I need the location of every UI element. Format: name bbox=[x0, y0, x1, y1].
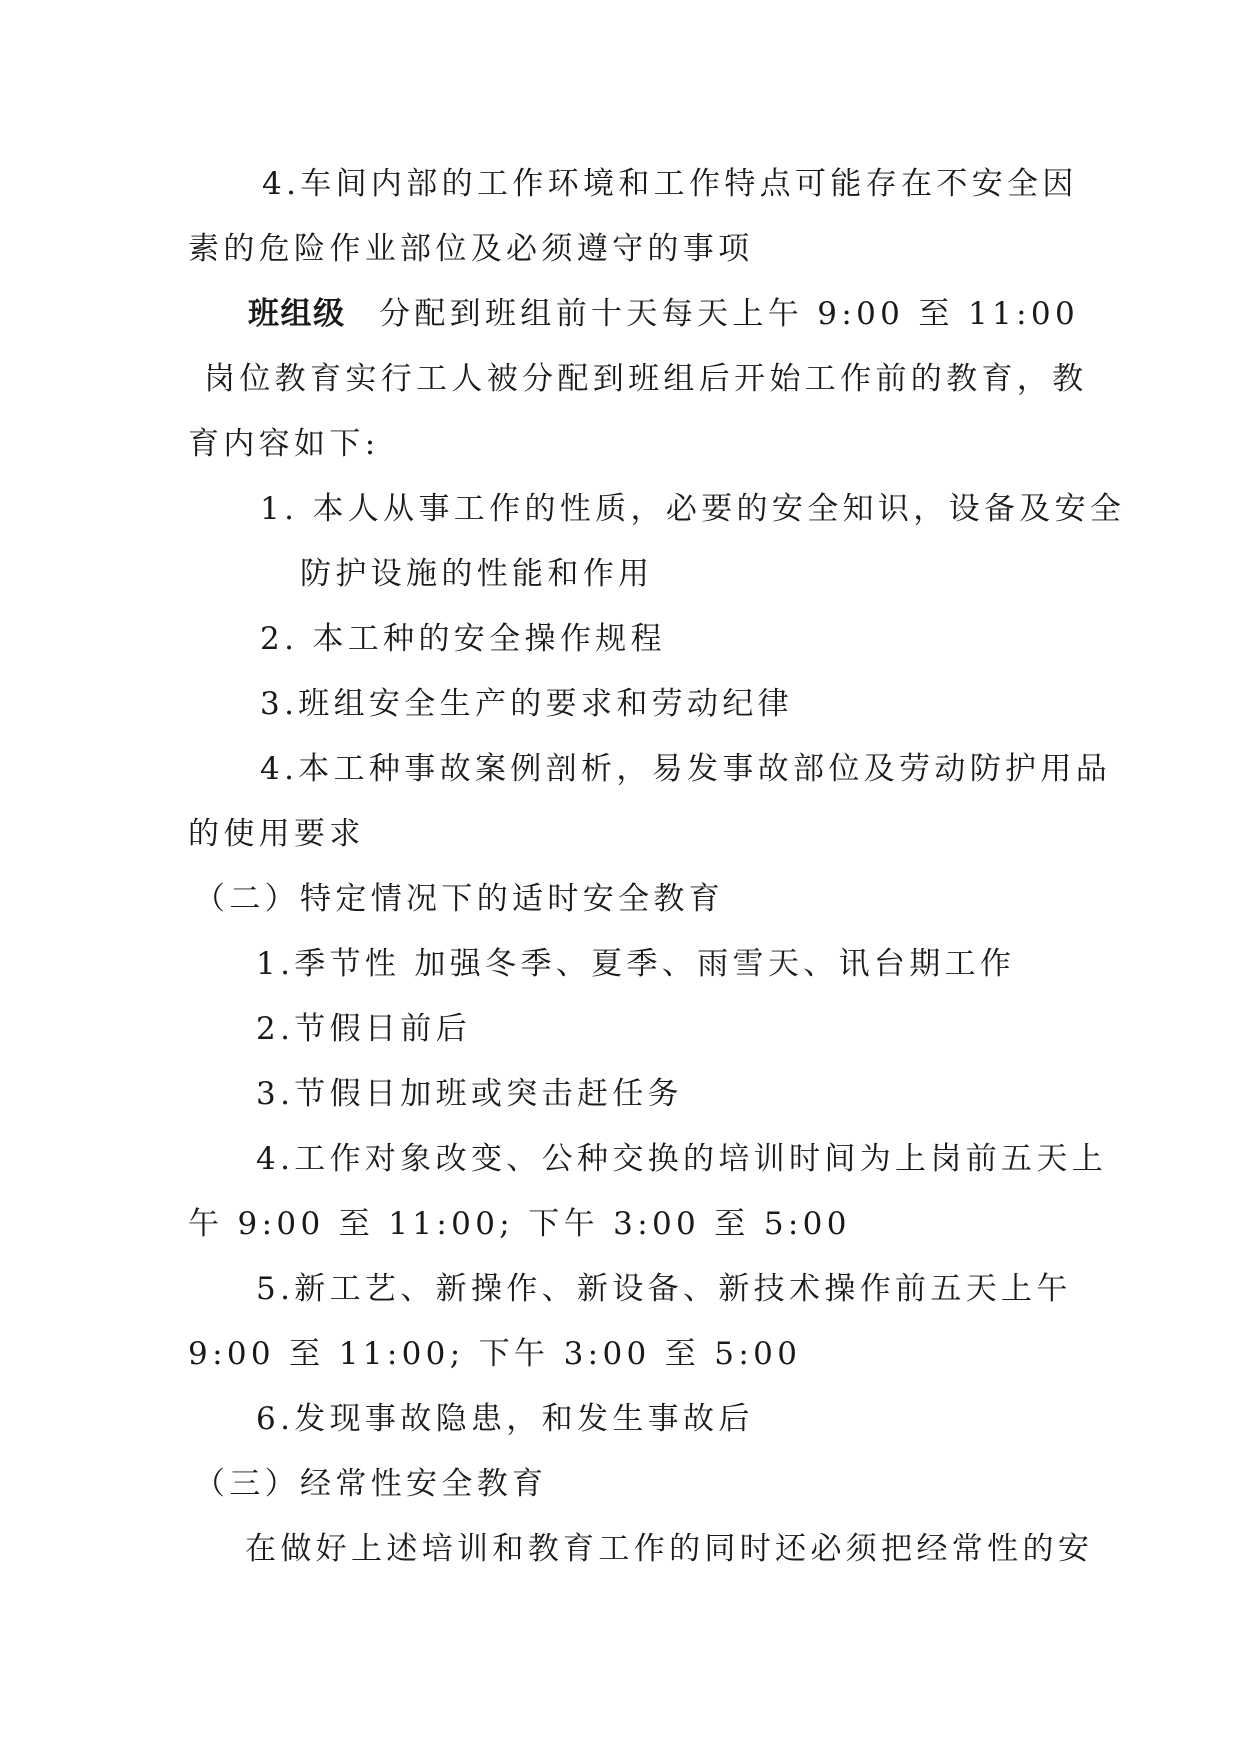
list-item-continuation: 的使用要求 bbox=[188, 816, 365, 852]
paragraph-line: 素的危险作业部位及必须遵守的事项 bbox=[188, 231, 754, 267]
list-item: 5.新工艺、新操作、新设备、新技术操作前五天上午 bbox=[256, 1271, 1072, 1307]
paragraph-line: 在做好上述培训和教育工作的同时还必须把经常性的安 bbox=[245, 1531, 1094, 1567]
list-item-continuation: 防护设施的性能和作用 bbox=[300, 556, 654, 592]
list-item: 1.季节性 加强冬季、夏季、雨雪天、讯台期工作 bbox=[256, 946, 1016, 982]
section-heading: （三）经常性安全教育 bbox=[194, 1466, 548, 1502]
paragraph-line: 分配到班组前十天每天上午 9:00 至 11:00 bbox=[379, 296, 1080, 332]
list-item: 3.班组安全生产的要求和劳动纪律 bbox=[260, 686, 794, 722]
list-item: 6.发现事故隐患，和发生事故后 bbox=[256, 1401, 754, 1437]
list-item: 2. 本工种的安全操作规程 bbox=[260, 621, 666, 657]
list-item: 4.工作对象改变、公种交换的培训时间为上岗前五天上 bbox=[256, 1141, 1108, 1177]
paragraph-line: 岗位教育实行工人被分配到班组后开始工作前的教育，教 bbox=[204, 361, 1088, 397]
list-item: 1. 本人从事工作的性质，必要的安全知识，设备及安全 bbox=[260, 491, 1126, 527]
paragraph-line: 4.车间内部的工作环境和工作特点可能存在不安全因 bbox=[262, 166, 1078, 202]
list-item-continuation: 9:00 至 11:00; 下午 3:00 至 5:00 bbox=[188, 1336, 802, 1372]
list-item: 3.节假日加班或突击赶任务 bbox=[256, 1076, 683, 1112]
paragraph-line: 育内容如下: bbox=[188, 426, 380, 462]
section-heading: （二）特定情况下的适时安全教育 bbox=[194, 881, 725, 917]
list-item: 2.节假日前后 bbox=[256, 1011, 471, 1047]
section-label: 班组级 bbox=[248, 296, 346, 332]
list-item: 4.本工种事故案例剖析，易发事故部位及劳动防护用品 bbox=[260, 751, 1112, 787]
list-item-continuation: 午 9:00 至 11:00; 下午 3:00 至 5:00 bbox=[188, 1206, 851, 1242]
